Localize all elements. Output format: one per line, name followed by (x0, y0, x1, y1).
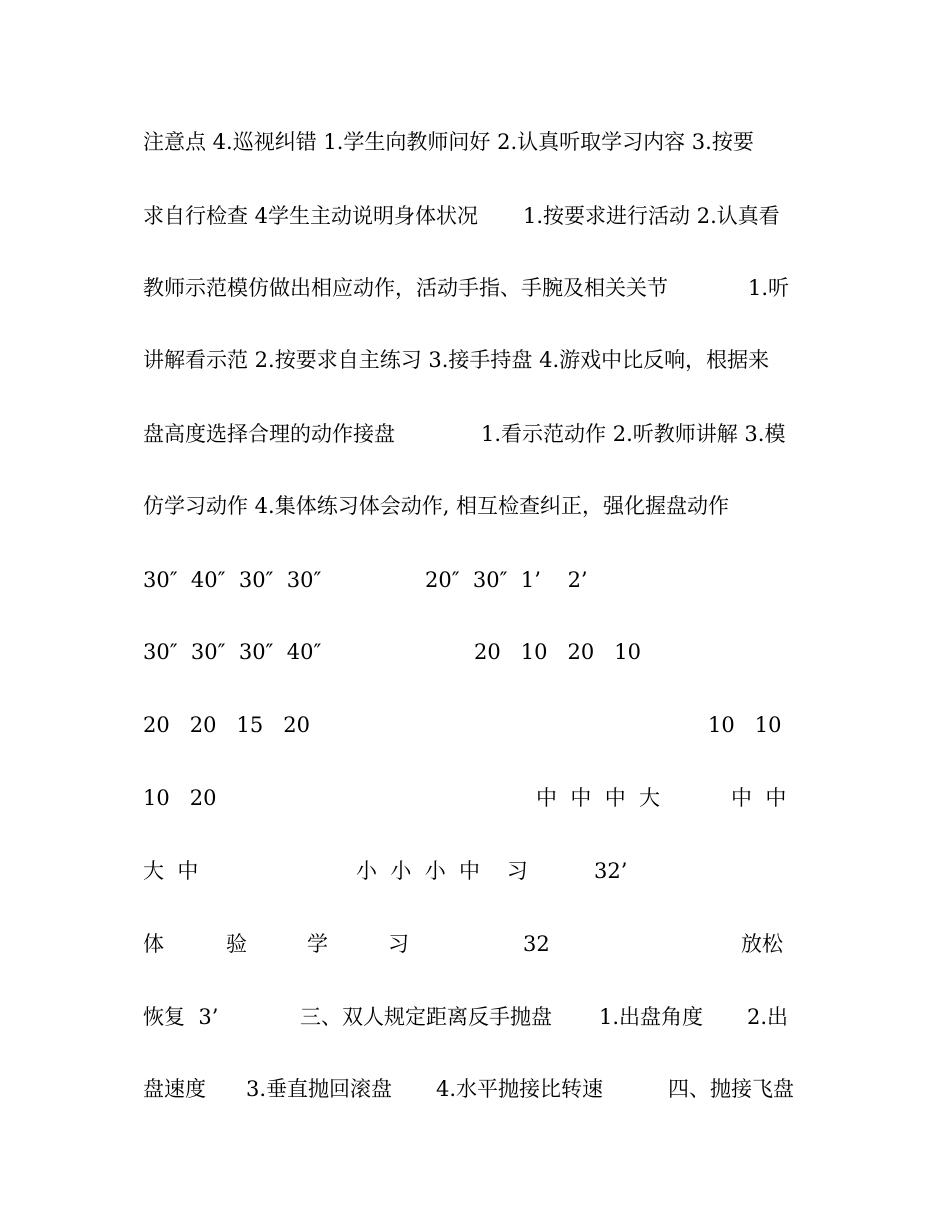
text-line-1 (0, 122, 950, 162)
text-segment: 20 20 15 20 (143, 713, 310, 737)
text-segment: 30″ 40″ 30″ 30″ (143, 568, 322, 592)
text-segment: 仿学习动作 4.集体练习体会动作, 相互检查纠正，强化握盘动作 (143, 494, 730, 518)
text-segment: 盘高度选择合理的动作接盘 (143, 422, 395, 446)
text-line-9 (0, 705, 950, 745)
text-segment: 20″ 30″ 1’ 2’ (425, 568, 588, 592)
text-segment: 学 (307, 932, 328, 956)
text-segment: 1.听 (748, 276, 790, 300)
text-segment: 三、双人规定距离反手抛盘 (300, 1005, 552, 1029)
text-line-6 (0, 486, 950, 526)
text-segment: 30″ 30″ 30″ 40″ (143, 640, 322, 664)
text-segment: 20 10 20 10 (474, 640, 641, 664)
text-line-5 (0, 414, 950, 454)
text-line-4 (0, 340, 950, 380)
text-segment: 放松 (741, 932, 783, 956)
text-segment: 10 20 (143, 786, 217, 810)
text-line-11 (0, 851, 950, 891)
text-line-12 (0, 924, 950, 964)
text-segment: 2.出 (747, 1005, 789, 1029)
text-segment: 体 (143, 932, 164, 956)
text-segment: 大 中 (143, 859, 199, 883)
text-segment: 验 (226, 932, 247, 956)
text-segment: 10 10 (708, 713, 782, 737)
text-segment: 1.按要求进行活动 2.认真看 (523, 204, 780, 228)
text-segment: 教师示范模仿做出相应动作，活动手指、手腕及相关关节 (143, 276, 668, 300)
text-segment: 盘速度 (143, 1077, 206, 1101)
text-line-2 (0, 196, 950, 236)
text-segment: 求自行检查 4学生主动说明身体状况 (143, 204, 479, 228)
text-segment: 3.垂直抛回滚盘 (246, 1077, 393, 1101)
text-segment: 注意点 4.巡视纠错 1.学生向教师问好 2.认真听取学习内容 3.按要 (143, 130, 754, 154)
text-line-8 (0, 632, 950, 672)
text-line-3 (0, 268, 950, 308)
text-segment: 中 中 中 大 (536, 786, 661, 810)
text-segment: 32 (523, 932, 550, 956)
text-segment: 小 小 小 中 习 (356, 859, 528, 883)
text-segment: 中 中 (731, 786, 787, 810)
text-segment: 32’ (594, 859, 628, 883)
text-segment: 4.水平抛接比转速 (436, 1077, 604, 1101)
text-line-10 (0, 778, 950, 818)
text-segment: 1.看示范动作 2.听教师讲解 3.模 (481, 422, 786, 446)
text-line-14 (0, 1069, 950, 1109)
text-segment: 1.出盘角度 (599, 1005, 704, 1029)
text-segment: 讲解看示范 2.按要求自主练习 3.接手持盘 4.游戏中比反响，根据来 (143, 348, 770, 372)
text-segment: 四、抛接飞盘 (668, 1077, 794, 1101)
text-segment: 恢复 3’ (143, 1005, 219, 1029)
text-line-7 (0, 560, 950, 600)
text-segment: 习 (388, 932, 409, 956)
text-line-13 (0, 997, 950, 1037)
